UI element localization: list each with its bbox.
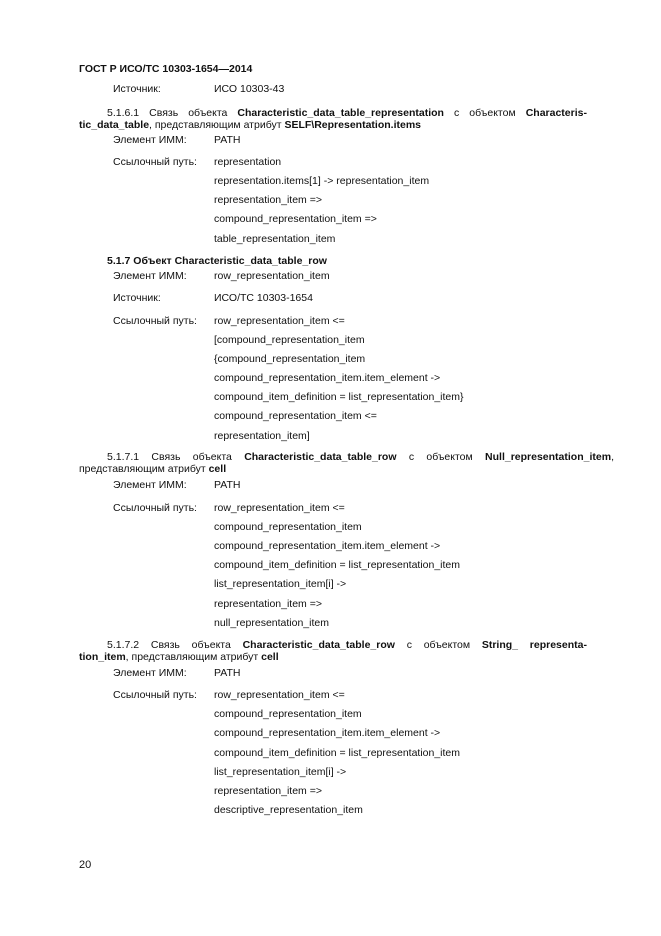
entity-name: Characteristic_data_table_representation [237, 107, 444, 119]
document-header: ГОСТ Р ИСО/ТС 10303-1654—2014 [79, 63, 253, 75]
clause-number: 5.1.7.1 [107, 451, 140, 463]
target-entity-name: Null_representation_item [485, 451, 612, 463]
path-line: compound_representation_item.item_element -> [214, 372, 441, 384]
path-line: null_representation_item [214, 617, 329, 629]
path-line: table_representation_item [214, 233, 336, 245]
path-line: compound_representation_item [214, 521, 362, 533]
path-line: compound_representation_item <= [214, 410, 377, 422]
clause-5-1-7-2: 5.1.7.2 Связь объекта Characteristic_data_table_row с объектом String_ representa- tion_item, представляющим атрибут cell [79, 639, 587, 663]
attribute-name: SELF\Representation.items [284, 119, 421, 131]
target-entity-name: String_ [481, 639, 519, 651]
imm-value: PATH [214, 667, 241, 679]
path-line: list_representation_item[i] -> [214, 578, 347, 590]
entity-name: Characteristic_data_table_row [242, 639, 395, 651]
imm-value: row_representation_item [214, 270, 330, 282]
target-entity-name: Characteris- [525, 107, 587, 119]
page-number: 20 [79, 859, 92, 871]
path-line: list_representation_item[i] -> [214, 766, 347, 778]
imm-value: PATH [214, 479, 241, 491]
entity-name: Characteristic_data_table_row [244, 451, 397, 463]
attribute-name: cell [208, 463, 227, 475]
source-value: ИСО 10303-43 [214, 83, 285, 95]
clause-5-1-6-1: 5.1.6.1 Связь объекта Characteristic_data_table_representation с объектом Characteris- tic_data_table, представляющим атрибут SELF\Representation.items [79, 107, 587, 131]
path-label: Ссылочный путь: [113, 689, 197, 701]
path-line: compound_item_definition = list_representation_item [214, 747, 461, 759]
path-line: compound_representation_item.item_element -> [214, 540, 441, 552]
path-line: [compound_representation_item [214, 334, 365, 346]
path-label: Ссылочный путь: [113, 156, 197, 168]
path-line: compound_representation_item.item_element -> [214, 727, 441, 739]
imm-label: Элемент ИММ: [113, 479, 187, 491]
path-line: representation_item => [214, 785, 322, 797]
path-line: compound_representation_item [214, 708, 362, 720]
path-line: compound_item_definition = list_representation_item [214, 559, 461, 571]
clause-5-1-7-1: 5.1.7.1 Связь объекта Characteristic_data_table_row с объектом Null_representation_item, представляющим атрибут cell [79, 451, 614, 475]
path-line: representation.items[1] -> representation_item [214, 175, 430, 187]
imm-value: PATH [214, 134, 241, 146]
path-line: descriptive_representation_item [214, 804, 363, 816]
path-line: row_representation_item <= [214, 502, 345, 514]
source-value: ИСО/ТС 10303-1654 [214, 292, 313, 304]
path-line: row_representation_item <= [214, 315, 345, 327]
path-line: representation_item => [214, 598, 322, 610]
section-title-5-1-7: 5.1.7 Объект Characteristic_data_table_row [107, 255, 327, 267]
path-line: compound_item_definition = list_representation_item} [214, 391, 464, 403]
path-label: Ссылочный путь: [113, 502, 197, 514]
source-label: Источник: [113, 83, 161, 95]
clause-number: 5.1.7.2 [107, 639, 140, 651]
path-line: row_representation_item <= [214, 689, 345, 701]
imm-label: Элемент ИММ: [113, 134, 187, 146]
path-line: representation [214, 156, 282, 168]
path-line: representation_item => [214, 194, 322, 206]
clause-number: 5.1.6.1 [107, 107, 140, 119]
path-label: Ссылочный путь: [113, 315, 197, 327]
imm-label: Элемент ИММ: [113, 270, 187, 282]
imm-label: Элемент ИММ: [113, 667, 187, 679]
path-line: compound_representation_item => [214, 213, 377, 225]
attribute-name: cell [261, 651, 279, 663]
path-line: {compound_representation_item [214, 353, 366, 365]
source-label: Источник: [113, 292, 161, 304]
path-line: representation_item] [214, 430, 310, 442]
